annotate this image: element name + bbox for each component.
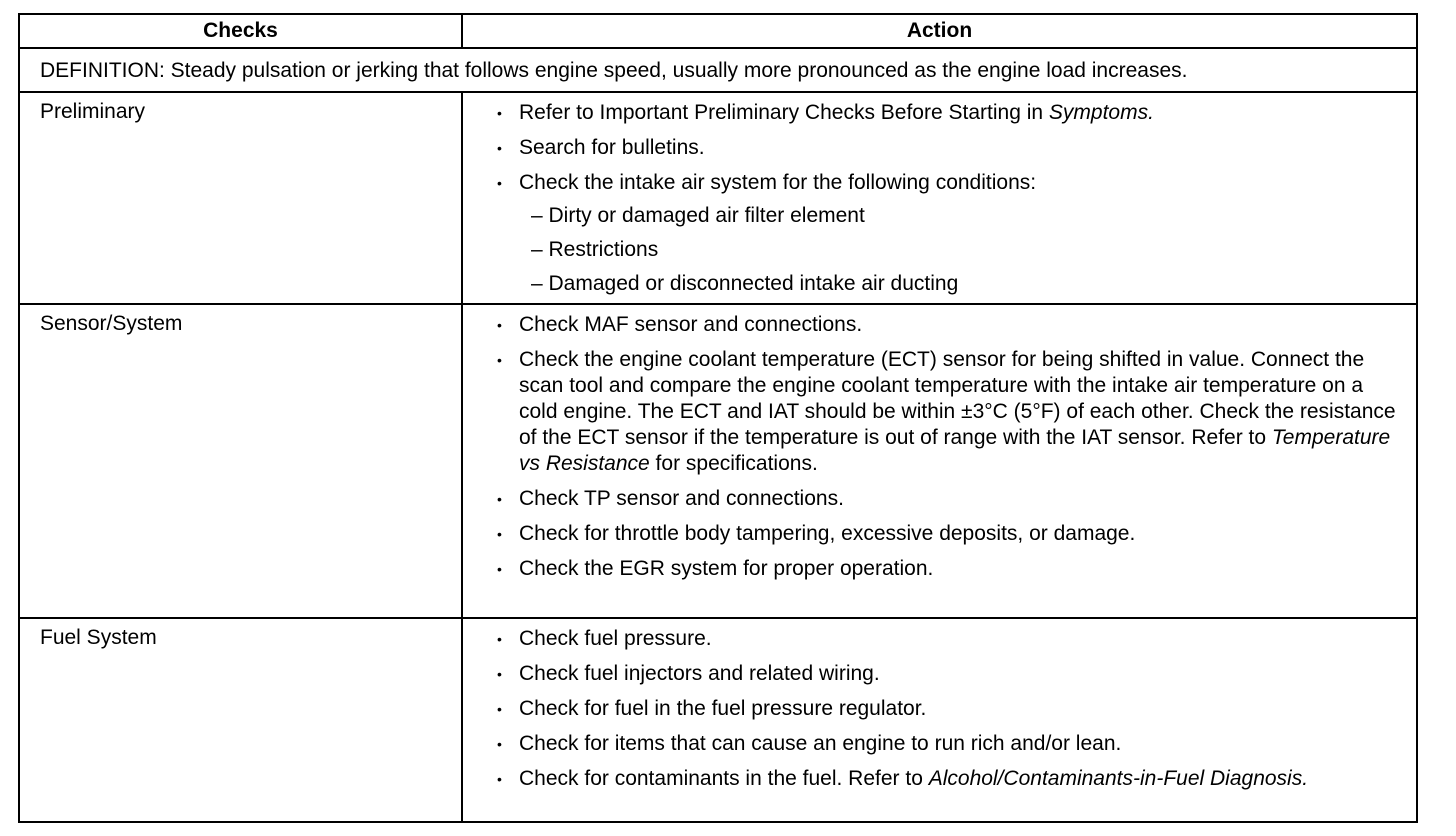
list-item: [497, 347, 1396, 477]
definition-row: DEFINITION: Steady pulsation or jerking that follows engine speed, usually more pronounced as the engine load increases.: [20, 49, 1416, 93]
action-text: Check the intake air system for the following conditions:: [519, 171, 1037, 194]
bullet-icon: •: [497, 175, 502, 191]
list-item: [497, 766, 1396, 792]
action-text: Check fuel injectors and related wiring.: [519, 662, 880, 685]
action-cell: [463, 305, 1416, 617]
action-text: Check for items that can cause an engine to run rich and/or lean.: [519, 732, 1122, 755]
action-italic: Alcohol/Contaminants-in-Fuel Diagnosis.: [928, 767, 1309, 790]
action-text: Check for fuel in the fuel pressure regulator.: [519, 697, 927, 720]
table-row: [20, 619, 1416, 821]
action-text: Check TP sensor and connections.: [519, 487, 844, 510]
list-item: [497, 661, 1396, 687]
action-list: [463, 619, 1416, 798]
bullet-icon: •: [497, 631, 502, 647]
bullet-icon: •: [497, 561, 502, 577]
list-item: [497, 170, 1396, 297]
table-row: [20, 305, 1416, 619]
action-text: Check the engine coolant temperature (ECT) sensor for being shifted in value. Connect the scan tool and compare the engine coolant temperature with the intake air temperature on a cold engine. The ECT and IAT should be within ±3°C (5°F) of each other. Check the resistance of the ECT sensor if the temperature is out of range with the IAT sensor. Refer to: [519, 348, 1396, 449]
bullet-icon: •: [497, 526, 502, 542]
action-text: Refer to Important Preliminary Checks Before Starting in: [519, 101, 1049, 124]
action-italic: Symptoms.: [1048, 101, 1154, 124]
sub-list-item: – Dirty or damaged air filter element: [531, 204, 865, 227]
bullet-icon: •: [497, 771, 502, 787]
table-header-row: [20, 15, 1416, 49]
action-text: Check for throttle body tampering, excessive deposits, or damage.: [519, 522, 1136, 545]
action-text: Check fuel pressure.: [519, 627, 712, 650]
bullet-icon: •: [497, 701, 502, 717]
action-text-after: for specifications.: [649, 452, 818, 475]
action-text: Check MAF sensor and connections.: [519, 313, 863, 336]
bullet-icon: •: [497, 352, 502, 368]
action-cell: [463, 619, 1416, 821]
check-label: Fuel System: [20, 619, 463, 821]
list-item: [497, 135, 1396, 161]
list-item: [497, 556, 1396, 582]
bullet-icon: •: [497, 491, 502, 507]
bullet-icon: •: [497, 666, 502, 682]
action-list: [463, 93, 1416, 303]
sub-list: [519, 203, 1396, 297]
list-item: [497, 100, 1396, 126]
list-item: [497, 312, 1396, 338]
diagnostic-table: [18, 13, 1418, 823]
list-item: [497, 696, 1396, 722]
action-text: Check for contaminants in the fuel. Refer to: [519, 767, 929, 790]
list-item: [497, 731, 1396, 757]
list-item: [497, 521, 1396, 547]
action-list: [463, 305, 1416, 588]
table-row: [20, 93, 1416, 305]
check-label: Preliminary: [20, 93, 463, 303]
list-item: [497, 486, 1396, 512]
action-text: Search for bulletins.: [519, 136, 705, 159]
header-action: Action: [906, 19, 973, 42]
bullet-icon: •: [497, 736, 502, 752]
action-text: Check the EGR system for proper operation.: [519, 557, 934, 580]
action-italic: Temperature vs Resistance: [519, 426, 1391, 475]
bullet-icon: •: [497, 105, 502, 121]
sub-list-item: – Damaged or disconnected intake air ducting: [531, 272, 959, 295]
bullet-icon: •: [497, 317, 502, 333]
action-cell: [463, 93, 1416, 303]
header-checks: Checks: [20, 15, 463, 47]
check-label: Sensor/System: [20, 305, 463, 617]
list-item: [497, 626, 1396, 652]
sub-list-item: – Restrictions: [531, 238, 659, 261]
bullet-icon: •: [497, 140, 502, 156]
